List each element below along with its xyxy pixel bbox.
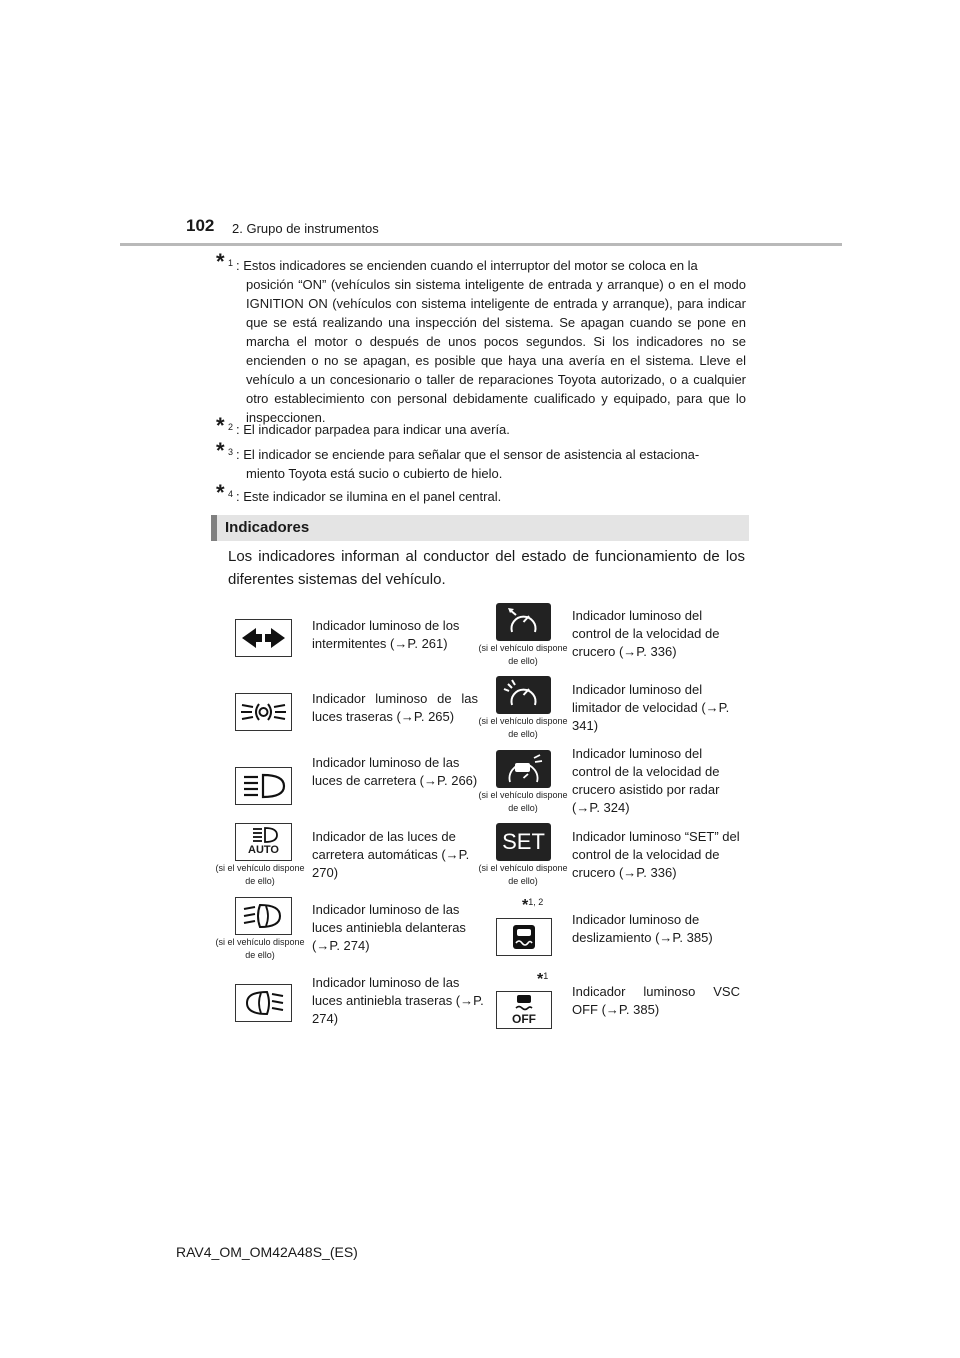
footnote-number: 1	[228, 258, 234, 268]
footnote-first-line: : Este indicador se ilumina en el panel central.	[236, 489, 502, 504]
high-beam-icon	[235, 767, 292, 805]
section-bar	[211, 515, 217, 541]
indicator-label: Indicador de las luces de carretera automáticas (→P. 270)	[312, 829, 470, 880]
auto-high-beam-icon	[235, 823, 292, 861]
footnote-reference	[522, 897, 543, 915]
footnote-1	[216, 249, 746, 427]
radar-cruise-icon	[496, 750, 551, 788]
speed-limiter-icon	[496, 676, 551, 714]
footnote-first-line: : El indicador parpadea para indicar una avería.	[236, 422, 510, 437]
indicator-label: Indicador luminoso del control de la velocidad de crucero asistido por radar (→P. 324)	[572, 746, 720, 815]
footnote-reference-number: 1	[543, 971, 549, 981]
indicator-label: Indicador luminoso del limitador de velocidad (→P. 341)	[572, 682, 730, 733]
indicator-label: Indicador luminoso de las luces de carretera (→P. 266)	[312, 755, 478, 788]
section-intro: Los indicadores informan al conductor del estado de funcionamiento de los diferentes sistemas del vehículo.	[228, 548, 745, 588]
asterisk-mark: *	[216, 249, 225, 274]
header-divider	[120, 243, 842, 246]
availability-caption: (si el vehículo dispone de ello)	[478, 790, 568, 813]
availability-caption: (si el vehículo dispone de ello)	[478, 863, 568, 886]
availability-caption: (si el vehículo dispone de ello)	[215, 937, 305, 960]
footnote-reference-number: 1, 2	[528, 897, 544, 907]
cruise-control-icon	[496, 603, 551, 641]
indicator-label: Indicador luminoso de las luces antiniebla delanteras (→P. 274)	[312, 902, 466, 953]
icon-text: SET	[502, 829, 545, 854]
indicator-label: Indicador luminoso de los intermitentes (→P. 261)	[312, 618, 460, 651]
vsc-off-icon	[496, 991, 552, 1029]
section-header	[211, 515, 749, 541]
indicator-label: Indicador luminoso de deslizamiento (→P. 385)	[572, 912, 713, 945]
icon-text: AUTO	[248, 844, 279, 856]
asterisk-mark: *	[522, 897, 529, 914]
asterisk-mark: *	[216, 413, 225, 438]
footnote-3	[216, 438, 746, 483]
indicator-label: Indicador luminoso VSC OFF (→P. 385)	[572, 984, 740, 1017]
tail-light-icon	[235, 693, 292, 731]
document-code: RAV4_OM_OM42A48S_(ES)	[176, 1244, 358, 1260]
turn-signal-icon	[235, 619, 292, 657]
footnote-text: posición “ON” (vehículos sin sistema inteligente de entrada y arranque) o en el modo IGNITION ON (vehículos con sistema inteligente de entrada y arranque), para indicar que se está realizando una inspección del sistema. Se apagan cuando se pone en marcha el motor o después de unos pocos segundos. Si los indicadores no se encienden o no se apagan, es posible que haya una avería en el sistema. Lleve el vehículo a un concesionario o taller de reparaciones Toyota autorizado, o a cualquier otro establecimiento con personal debidamente cualificado y equipado, para que lo inspeccionen.	[246, 277, 746, 425]
footnote-first-line: : El indicador se enciende para señalar que el sensor de asistencia al estaciona-	[236, 447, 700, 462]
footnote-text: miento Toyota está sucio o cubierto de hielo.	[246, 466, 503, 481]
availability-caption: (si el vehículo dispone de ello)	[478, 643, 568, 666]
availability-caption: (si el vehículo dispone de ello)	[215, 863, 305, 886]
page-number: 102	[186, 216, 215, 235]
availability-caption: (si el vehículo dispone de ello)	[478, 716, 568, 739]
chapter-title: 2. Grupo de instrumentos	[232, 221, 379, 236]
indicator-label: Indicador luminoso “SET” del control de la velocidad de crucero (→P. 336)	[572, 829, 740, 880]
indicator-label: Indicador luminoso de las luces traseras (→P. 265)	[312, 691, 478, 724]
asterisk-mark: *	[216, 438, 225, 463]
indicator-label: Indicador luminoso de las luces antiniebla traseras (→P. 274)	[312, 975, 484, 1026]
section-title: Indicadores	[225, 519, 310, 536]
front-fog-light-icon	[235, 897, 292, 935]
indicator-label: Indicador luminoso del control de la velocidad de crucero (→P. 336)	[572, 608, 720, 659]
asterisk-mark: *	[537, 971, 544, 988]
set-icon	[496, 823, 551, 861]
footnote-reference	[537, 971, 548, 989]
footnote-number: 3	[228, 447, 234, 457]
slip-indicator-icon	[496, 918, 552, 956]
footnote-number: 2	[228, 422, 234, 432]
rear-fog-light-icon	[235, 984, 292, 1022]
footnote-first-line: : Estos indicadores se encienden cuando el interruptor del motor se coloca en la	[236, 258, 698, 273]
asterisk-mark: *	[216, 480, 225, 505]
footnote-number: 4	[228, 489, 234, 499]
icon-text: OFF	[512, 1012, 536, 1026]
